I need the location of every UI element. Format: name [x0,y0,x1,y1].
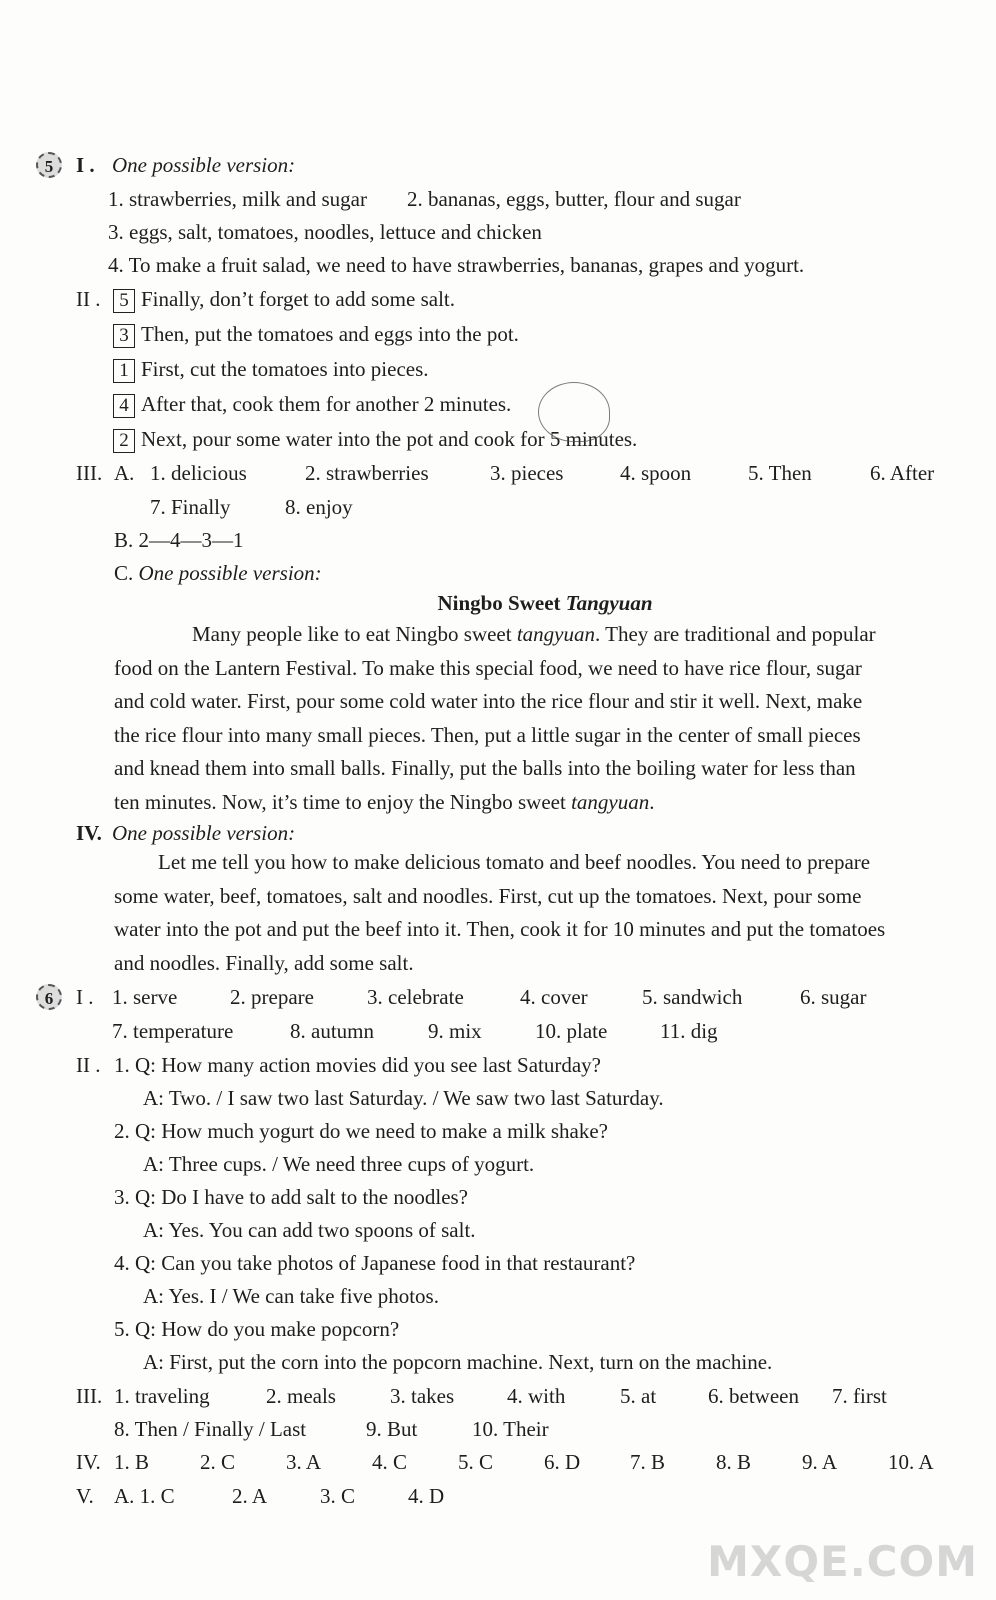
choice-answer: 4. D [408,1484,445,1508]
answer: A: Three cups. / We need three cups of yogurt. [143,1152,535,1176]
step-row [113,321,519,348]
s5-part-iv-header [76,820,295,846]
choice-answer: 6. D [544,1450,581,1474]
watermark-logo: MXQE.COM [707,1537,978,1586]
question: 3. Q: Do I have to add salt to the noodles? [114,1185,469,1209]
order-box: 1 [113,359,135,383]
roman-numeral: I . [76,153,95,177]
step-row [113,356,429,383]
essay-line: ten minutes. Now, it’s time to enjoy the Ningbo sweet tangyuan. [114,789,655,814]
section-6-badge: 6 [36,984,62,1010]
step-text: First, cut the tomatoes into pieces. [141,357,429,381]
word-answer: 7. first [832,1384,887,1408]
word-answer: 10. Their [472,1417,549,1441]
word-answer: 6. between [708,1384,799,1408]
choice-answer: A. 1. C [114,1484,175,1508]
word-answer: 3. celebrate [367,985,464,1009]
s5-iii-a-item: 4. spoon [620,461,692,485]
version-label: One possible version: [138,561,322,585]
choice-answer: 1. B [114,1450,150,1474]
s6-part-iii-numeral: III. [76,1384,103,1408]
answer-2: 2. bananas, eggs, butter, flour and sugar [406,187,741,211]
s6-part-iv-numeral: IV. [76,1450,101,1474]
essay-paragraph [114,846,946,980]
order-box: 3 [113,324,135,348]
s5-iii-a-item: 2. strawberries [305,461,429,485]
word-answer: 4. with [507,1384,566,1408]
choice-answer: 3. A [286,1450,322,1474]
stamp-icon [538,382,610,442]
step-text: Then, put the tomatoes and eggs into the pot. [141,322,519,346]
word-answer: 8. Then / Finally / Last [114,1417,307,1441]
s5-i-line-1 [108,186,741,212]
word-answer: 7. temperature [112,1019,234,1043]
choice-answer: 8. B [716,1450,752,1474]
s5-iii-a-label: A. [114,461,135,485]
word-answer: 10. plate [535,1019,608,1043]
choice-answer: 7. B [630,1450,666,1474]
word-answer: 2. meals [266,1384,336,1408]
word-answer: 1. traveling [114,1384,210,1408]
c-label: C. [114,561,134,585]
word-answer: 2. prepare [230,985,314,1009]
order-box: 5 [113,289,135,313]
s5-iii-c-header [114,560,322,586]
essay-line: and cold water. First, pour some cold water into the rice flour and stir it well. Next, make [114,689,863,713]
question: 1. Q: How many action movies did you see last Saturday? [114,1053,601,1077]
answer: A: Two. / I saw two last Saturday. / We saw two last Saturday. [143,1086,664,1110]
s5-part-ii-numeral: II . [76,287,101,311]
question: 2. Q: How much yogurt do we need to make a milk shake? [114,1119,608,1143]
answer: A: Yes. You can add two spoons of salt. [143,1218,476,1242]
choice-answer: 4. C [372,1450,408,1474]
choice-answer: 2. A [232,1484,268,1508]
s5-iii-a-item: 6. After [870,461,935,485]
s5-part-iii-numeral: III. [76,461,103,485]
section-5-badge: 5 [36,152,62,178]
essay-line: food on the Lantern Festival. To make this special food, we need to have rice flour, sugar [114,655,862,680]
word-answer: 1. serve [112,985,178,1009]
question: 4. Q: Can you take photos of Japanese food in that restaurant? [114,1251,636,1275]
choice-answer: 2. C [200,1450,236,1474]
word-answer: 6. sugar [800,985,867,1009]
answer-1: 1. strawberries, milk and sugar [108,187,367,211]
word-answer: 9. But [366,1417,418,1441]
question: 5. Q: How do you make popcorn? [114,1317,400,1341]
answer: A: Yes. I / We can take five photos. [143,1284,439,1308]
roman-numeral: IV. [76,821,102,845]
s5-iii-a-item: 1. delicious [150,461,247,485]
order-box: 2 [113,429,135,453]
s5-iii-a-item: 5. Then [748,461,812,485]
essay-line: the rice flour into many small pieces. Then, put a little sugar in the center of small pieces [114,722,861,747]
word-answer: 9. mix [428,1019,482,1043]
word-answer: 4. cover [520,985,588,1009]
s5-iii-a-item: 7. Finally [150,495,231,519]
step-row [113,391,511,418]
choice-answer: 9. A [802,1450,838,1474]
word-answer: 8. autumn [290,1019,374,1043]
essay-line: some water, beef, tomatoes, salt and noodles. First, cut up the tomatoes. Next, pour some [114,883,862,908]
s5-i-line-4: 4. To make a fruit salad, we need to have strawberries, bananas, grapes and yogurt. [108,253,805,277]
step-row [113,286,455,313]
essay-line: and knead them into small balls. Finally, put the balls into the boiling water for less than [114,756,856,780]
order-box: 4 [113,394,135,418]
essay-paragraph [114,618,946,819]
word-answer: 5. at [620,1384,657,1408]
choice-answer: 5. C [458,1450,494,1474]
essay-line: water into the pot and put the beef into it. Then, cook it for 10 minutes and put the tomatoes [114,917,886,941]
s5-iii-b: B. 2—4—3—1 [114,528,244,552]
step-text: Next, pour some water into the pot and cook for 5 minutes. [141,427,638,451]
step-text: Finally, don’t forget to add some salt. [141,287,455,311]
version-label: One possible version: [112,153,296,177]
version-label: One possible version: [112,821,296,845]
s5-part-i-header [76,152,295,178]
s5-i-line-3: 3. eggs, salt, tomatoes, noodles, lettuce and chicken [108,220,542,244]
essay-line: and noodles. Finally, add some salt. [114,950,414,975]
choice-answer: 3. C [320,1484,356,1508]
word-answer: 11. dig [660,1019,718,1043]
s6-part-i-numeral: I . [76,985,94,1009]
essay-line: Let me tell you how to make delicious tomato and beef noodles. You need to prepare [158,850,871,874]
step-text: After that, cook them for another 2 minutes. [141,392,512,416]
essay-line: Many people like to eat Ningbo sweet tangyuan. They are traditional and popular [192,622,876,646]
s6-part-v-numeral: V. [76,1484,94,1508]
essay-title: Ningbo Sweet Tangyuan [437,591,653,615]
s5-iii-a-item: 3. pieces [490,461,564,485]
choice-answer: 10. A [888,1450,934,1474]
word-answer: 5. sandwich [642,985,743,1009]
answer: A: First, put the corn into the popcorn machine. Next, turn on the machine. [143,1350,773,1374]
s5-iii-a-item: 8. enjoy [285,495,353,519]
word-answer: 3. takes [390,1384,455,1408]
s6-part-ii-numeral: II . [76,1053,101,1077]
